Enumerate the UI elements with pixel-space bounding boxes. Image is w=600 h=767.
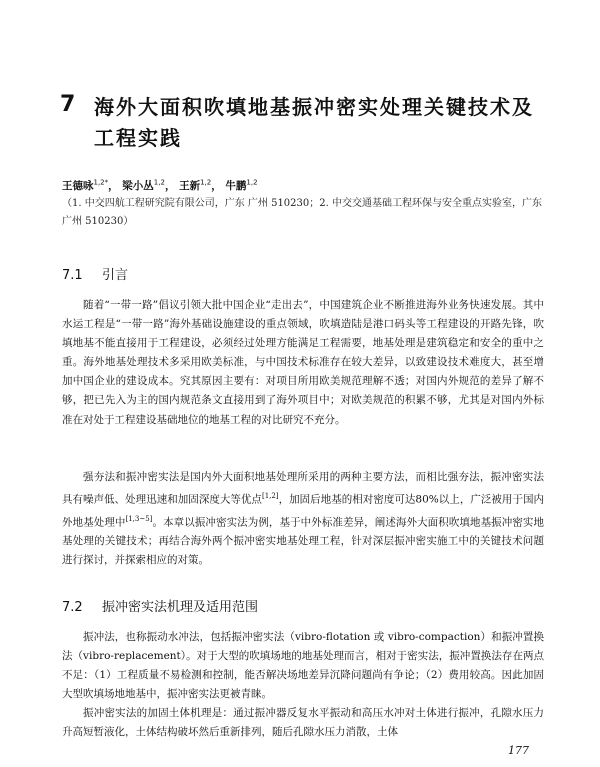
section-title: 引言 (102, 268, 129, 283)
page-number: 177 (508, 744, 529, 757)
paragraph-text: 强夯法和振冲密实法是国内外大面积地基处理所采用的两种主要方法，而相比强夯法，振冲密实法具有噪声低、处理迅速和加固深度大等优点 (62, 471, 544, 506)
chapter-number: 7 (60, 92, 76, 117)
paragraph: 随着“一带一路”倡议引领大批中国企业“走出去”，中国建筑企业不断推进海外业务快速发展。其中水运工程是“一带一路”海外基础设施建设的重点领域，吹填造陆是港口码头等工程建设的开路先锋，吹填地基不能直接用于工程建设，必须经过处理方能满足工程需要，地基处理是建筑稳定和安全的重中之重。海外地基处理技术多采用欧美标准，与中国技术标准存在较大差异，以致建设技术难度大，甚至增加中国企业的建设成本。究其原因主要有：对项目所用欧美规范理解不透；对国内外规范的差异了解不够，把已先入为主的国内规范条文直接用到了海外项目中；对欧美规范的积累不够，尤其是对国内外标准在对处于工程建设基础地位的地基工程的对比研究不充分。 (62, 299, 544, 426)
section-number: 7.2 (62, 600, 83, 615)
author-separator: ， (108, 180, 119, 192)
author-affiliation-mark: 1,2 (246, 178, 258, 187)
author-affiliation-mark: 1,2* (93, 178, 109, 187)
author-line (62, 178, 258, 193)
section-number: 7.1 (62, 268, 83, 283)
author-affiliation-mark: 1,2 (153, 178, 165, 187)
paragraph: 振冲密实法的加固土体机理是：通过振冲器反复水平振动和高压水冲对土体进行振冲，孔隙水压力升高短暂液化，土体结构破坏然后重新排列，随后孔隙水压力消散，土体 (62, 707, 544, 739)
paragraph (62, 468, 544, 570)
citation: [1,2] (261, 492, 279, 501)
paragraph: 振冲法，也称振动水冲法，包括振冲密实法（vibro-flotation 或 vibro-compaction）和振冲置换法（vibro-replacement）。对于大型的吹填场地的地基处理而言，相对于密实法，振冲置换法存在两点不足：（1）工程质量不易检测和控制，能否解决场地差异沉降问题尚有争论；（2）费用较高。因此加固大型吹填场地地基中，振冲密实法更被青睐。 (62, 631, 544, 701)
section-title: 振冲密实法机理及适用范围 (102, 600, 259, 615)
paragraph-text: ，加固后地基的相对密度可达80%以上，广泛被用于国内外地基处理中 (62, 493, 544, 529)
section-heading-mechanism (62, 596, 258, 615)
author-name: 王德咏 (62, 180, 94, 192)
citation: [1,3~5] (125, 514, 153, 523)
paragraph-text: 。本章以振冲密实法为例，基于中外标准差异，阐述海外大面积吹填地基振冲密实地基处理的关键技术；再结合海外两个振冲密实地基处理工程，针对深层振冲密实施工中的关键技术问题进行探讨，并探索相应的对策。 (62, 516, 544, 567)
chapter-title: 海外大面积吹填地基振冲密实处理关键技术及工程实践 (94, 95, 534, 150)
author-name: 梁小丛 (122, 180, 154, 192)
section-heading-introduction (62, 264, 128, 283)
author-name: 牛鹏 (225, 180, 247, 192)
affiliation: （1. 中交四航工程研究院有限公司，广东 广州 510230；2. 中交交通基础工程环保与安全重点实验室，广东 广州 510230） (62, 198, 542, 227)
author-affiliation-mark: 1,2 (200, 178, 212, 187)
author-separator: ， (164, 180, 176, 192)
author-name: 王新 (179, 180, 201, 192)
author-separator: ， (211, 180, 222, 192)
